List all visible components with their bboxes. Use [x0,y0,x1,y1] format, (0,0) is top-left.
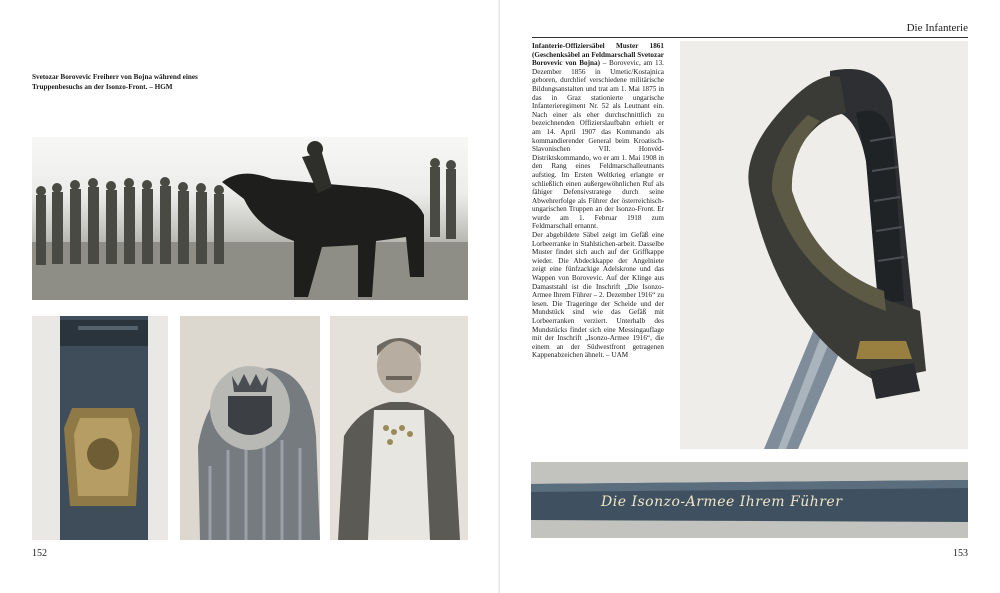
article-title: Infanterie-Offiziersäbel Muster 1861 (Geschenksäbel an Feldmarschall Svetozar Borovevic von Bojna) [532,42,664,68]
article-text [532,42,664,360]
blade-inscription: Die Isonzo-Armee Ihrem Führer [601,494,843,510]
running-head: Die Infanterie [906,22,968,34]
scabbard-badge-photo [32,316,168,540]
left-page-number: 152 [32,548,47,559]
sabre-hilt-photo [680,41,968,449]
article-paragraph-1 [532,42,664,231]
sabre-guard-crest-photo [180,316,320,540]
engraved-blade-photo [531,462,968,538]
article-body-2: Der abgebildete Säbel zeigt im Gefäß eine Lorbeerranke in Stahlstichen-arbeit. Dasselbe Muster findet sich auch auf der Griffkappe wieder. Die Abdeckkappe der Angelniete zeigt eine fünfzackige Adelskrone und das Wappen von Borovevic. Auf der Klinge aus Damaststahl ist die Inschrift „Die Isonzo-Armee Ihrem Führer – 2. Dezember 1916“ zu lesen. Die Trageringe der Scheide und der Mundstück sind wie das Gefäß mit Lorbeerranken verziert. Unterhalb des Mundstücks findet sich eine Messingauflage mit der Inschrift „Isonzo-Armee 1916“, die einem an der Südwestfront getragenen Kappenabzeichen ähnelt. – UAM [532,231,664,360]
photo-caption: Svetozar Borovevic Freiherr von Bojna während eines Truppenbesuchs an der Isonzo-Front. – HGM [32,73,198,91]
header-rule [532,37,968,38]
troop-review-photo [32,137,468,300]
officer-portrait-photo [330,316,468,540]
right-page-number: 153 [953,548,968,559]
article-body-1: – Borovevic, am 13. Dezember 1856 in Umetic/Kostajnica geboren, durchlief verschiedene militärische Bildungsanstalten und trat am 1. Mai 1875 in das in Graz stationierte ungarische Infanterieregiment Nr. 52 als Leutnant ein. Nach einer als eher durchschnittlich zu bezeichnenden Offizierslaufbahn erhielt er am 14. April 1907 das Kommando als kommandierender General beim Kroatisch-Slavonischen VII. Honvéd-Distriktskommando, wo er am 1. Mai 1908 in den Rang eines Feldmarschalleutnants aufstieg. Im Ersten Weltkrieg erlangte er schließlich einen außergewöhnlichen Ruf als fähiger Defensivstratege durch seine Abwehrerfolge als Führer der österreichisch-ungarischen Truppen an der Isonzo-Front. Er wurde am 1. Februar 1918 zum Feldmarschall ernannt. [532,59,664,231]
